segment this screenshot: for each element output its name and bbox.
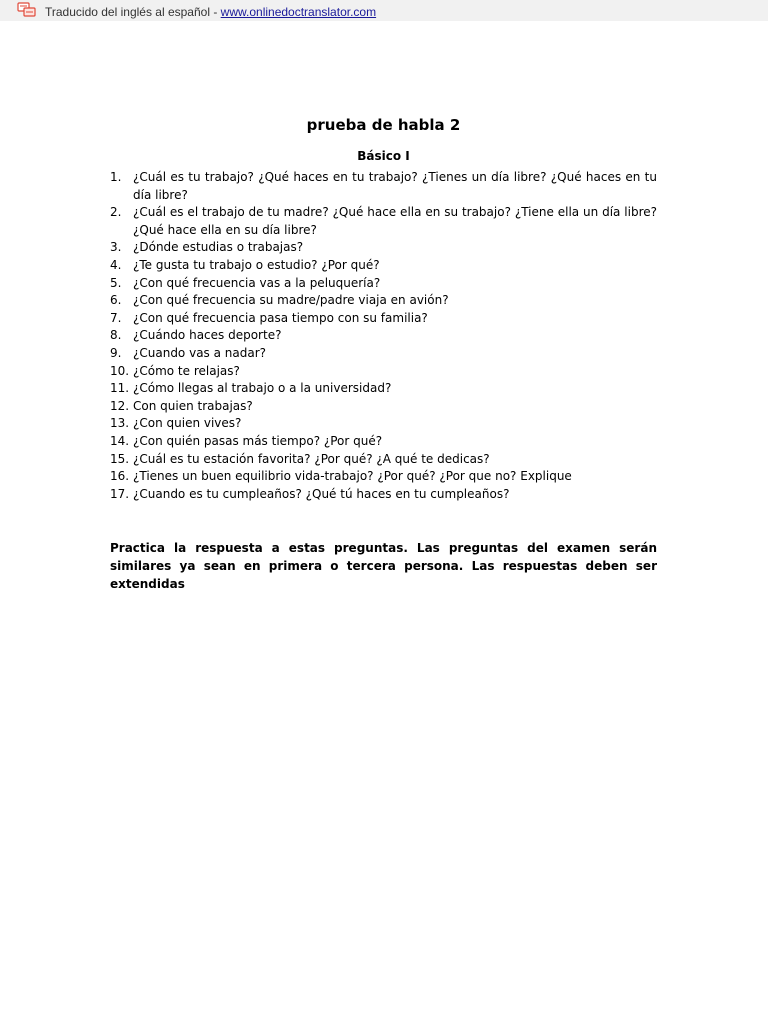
- question-item: [110, 169, 657, 204]
- document-page: [110, 113, 657, 605]
- question-list: [110, 169, 657, 503]
- question-item: [110, 486, 657, 504]
- question-number: 8.: [110, 328, 122, 343]
- question-text: Con quien trabajas?: [133, 398, 253, 413]
- question-item: [110, 363, 657, 381]
- translator-link[interactable]: www.onlinedoctranslator.com: [220, 5, 377, 19]
- banner-label: Traducido del inglés al español -: [45, 5, 221, 19]
- question-number: 2.: [110, 205, 122, 220]
- question-text: ¿Con qué frecuencia pasa tiempo con su familia?: [133, 310, 428, 325]
- question-item: [110, 433, 657, 451]
- question-number: 9.: [110, 345, 122, 360]
- question-text: ¿Cómo llegas al trabajo o a la universidad?: [133, 381, 392, 396]
- question-number: 4.: [110, 257, 122, 272]
- question-text: ¿Cómo te relajas?: [133, 363, 240, 378]
- question-item: [110, 275, 657, 293]
- page-subtitle: Básico I: [357, 149, 410, 163]
- question-number: 7.: [110, 310, 122, 325]
- question-item: [110, 204, 657, 239]
- question-text: ¿Cuando vas a nadar?: [133, 345, 267, 360]
- question-number: 16.: [110, 469, 130, 484]
- question-number: 6.: [110, 293, 122, 308]
- question-item: [110, 415, 657, 433]
- question-number: 3.: [110, 240, 122, 255]
- translate-icon[interactable]: [17, 2, 37, 18]
- page-title: prueba de habla 2: [306, 116, 461, 134]
- instructions-note: Practica la respuesta a estas preguntas. Las preguntas del examen serán similares ya sean en primera o tercera persona. Las respuestas deben ser extendidas: [110, 541, 657, 592]
- question-number: 13.: [110, 416, 130, 431]
- question-number: 1.: [110, 170, 122, 184]
- question-item: [110, 468, 657, 486]
- question-text: ¿Con quien vives?: [133, 416, 242, 431]
- question-item: [110, 292, 657, 310]
- question-item: [110, 345, 657, 363]
- question-item: [110, 310, 657, 328]
- question-item: [110, 257, 657, 275]
- question-item: [110, 451, 657, 469]
- question-number: 5.: [110, 275, 122, 290]
- question-number: 15.: [110, 451, 130, 466]
- question-text: ¿Cuándo haces deporte?: [133, 328, 282, 343]
- question-text: ¿Con quién pasas más tiempo? ¿Por qué?: [133, 433, 383, 448]
- question-number: 17.: [110, 486, 130, 501]
- translation-banner: [0, 0, 768, 21]
- question-text: ¿Cuál es tu trabajo? ¿Qué haces en tu trabajo? ¿Tienes un día libre? ¿Qué haces en tu día libre?: [133, 170, 657, 202]
- question-number: 10.: [110, 363, 130, 378]
- question-text: ¿Dónde estudias o trabajas?: [133, 240, 304, 255]
- question-item: [110, 327, 657, 345]
- question-text: ¿Cuál es tu estación favorita? ¿Por qué? ¿A qué te dedicas?: [133, 451, 490, 466]
- question-item: [110, 239, 657, 257]
- question-number: 12.: [110, 398, 130, 413]
- question-text: ¿Te gusta tu trabajo o estudio? ¿Por qué?: [133, 257, 380, 272]
- banner-text: [45, 5, 376, 19]
- question-text: ¿Cuál es el trabajo de tu madre? ¿Qué hace ella en su trabajo? ¿Tiene ella un día libre? ¿Qué hace ella en su día libre?: [133, 205, 657, 237]
- question-number: 11.: [110, 381, 130, 396]
- question-item: [110, 398, 657, 416]
- question-text: ¿Con qué frecuencia vas a la peluquería?: [133, 275, 381, 290]
- question-text: ¿Cuando es tu cumpleaños? ¿Qué tú haces en tu cumpleaños?: [133, 486, 510, 501]
- question-text: ¿Tienes un buen equilibrio vida-trabajo? ¿Por qué? ¿Por que no? Explique: [133, 469, 572, 484]
- question-item: [110, 380, 657, 398]
- question-text: ¿Con qué frecuencia su madre/padre viaja en avión?: [133, 293, 449, 308]
- question-number: 14.: [110, 433, 130, 448]
